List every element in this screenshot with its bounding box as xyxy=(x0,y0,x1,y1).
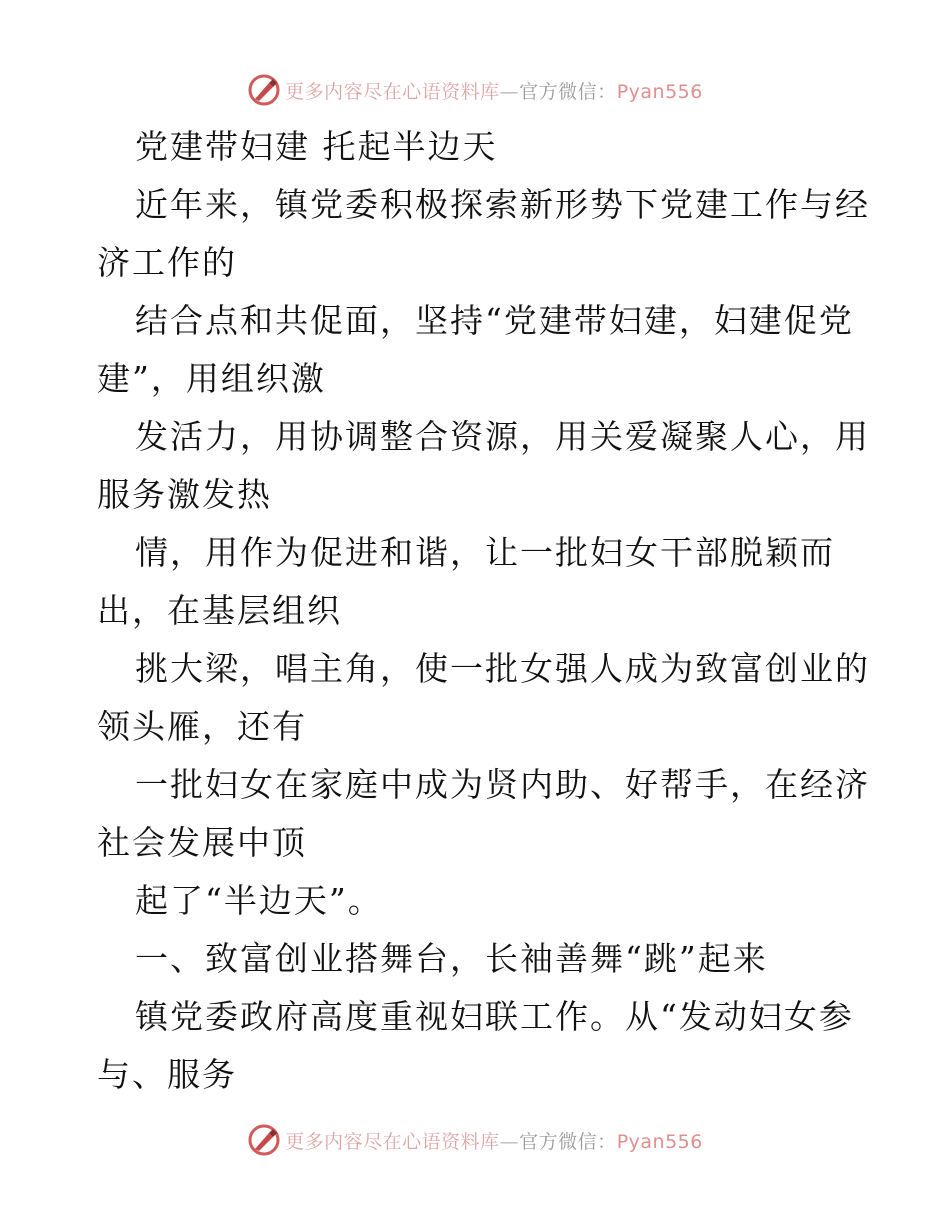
watermark-wechat-label: 官方微信： xyxy=(519,1130,617,1153)
paragraph-line: 济工作的 xyxy=(97,243,237,282)
paragraph-line: 情，用作为促进和谐，让一批妇女干部脱颖而 xyxy=(135,533,835,572)
document-title: 党建带妇建 托起半边天 xyxy=(135,127,498,166)
watermark-text xyxy=(285,77,703,104)
paragraph-line: 社会发展中顶 xyxy=(97,823,307,862)
section-heading: 一、致富创业搭舞台，长袖善舞“跳”起来 xyxy=(135,939,768,978)
watermark-wechat-label: 官方微信： xyxy=(519,80,617,103)
watermark-text xyxy=(285,1127,703,1154)
paragraph-line: 领头雁，还有 xyxy=(97,707,307,746)
paragraph-line: 发活力，用协调整合资源，用关爱凝聚人心，用 xyxy=(135,417,870,456)
pen-circle-logo-icon xyxy=(247,1123,281,1157)
watermark-wechat-id: Pyan556 xyxy=(616,80,703,103)
paragraph-line: 与、服务 xyxy=(97,1055,237,1094)
watermark-banner-top xyxy=(0,70,950,110)
paragraph-line: 结合点和共促面，坚持“党建带妇建，妇建促党 xyxy=(135,301,854,340)
watermark-banner-bottom xyxy=(0,1120,950,1160)
watermark-brand: 更多内容尽在心语资料库 xyxy=(285,80,500,103)
watermark-separator: — xyxy=(499,80,520,103)
paragraph-line: 起了“半边天”。 xyxy=(135,881,383,920)
document-body xyxy=(97,118,870,1104)
paragraph-line: 出，在基层组织 xyxy=(97,591,342,630)
watermark-separator: — xyxy=(499,1130,520,1153)
watermark-brand: 更多内容尽在心语资料库 xyxy=(285,1130,500,1153)
paragraph-line: 一批妇女在家庭中成为贤内助、好帮手，在经济 xyxy=(135,765,870,804)
paragraph-line: 近年来，镇党委积极探索新形势下党建工作与经 xyxy=(135,185,870,224)
paragraph-line: 服务激发热 xyxy=(97,475,272,514)
paragraph-line: 建”，用组织激 xyxy=(97,359,326,398)
paragraph-line: 挑大梁，唱主角，使一批女强人成为致富创业的 xyxy=(135,649,870,688)
paragraph-line: 镇党委政府高度重视妇联工作。从“发动妇女参 xyxy=(135,997,854,1036)
pen-circle-logo-icon xyxy=(247,73,281,107)
watermark-wechat-id: Pyan556 xyxy=(616,1130,703,1153)
